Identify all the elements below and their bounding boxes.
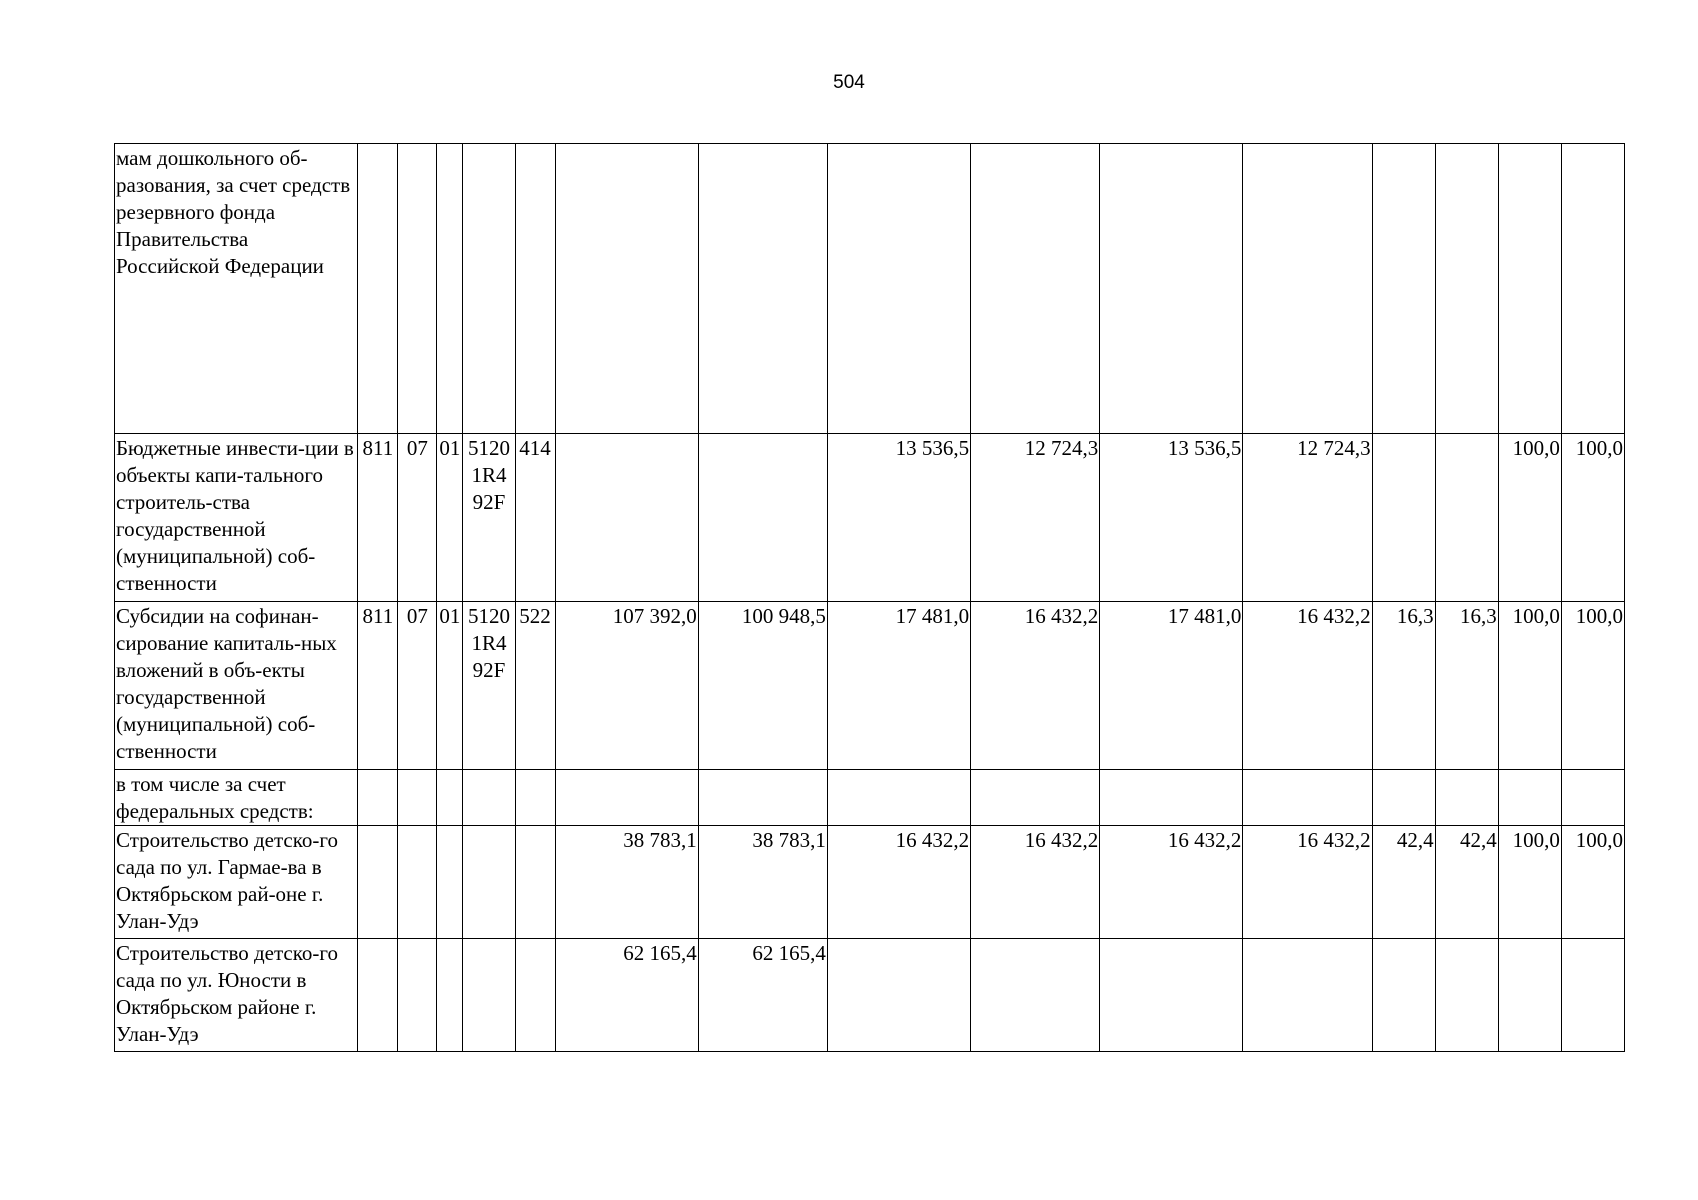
value-cell: 62 165,4 [555, 939, 698, 1052]
value-cell [1243, 770, 1372, 826]
percent-cell: 16,3 [1435, 602, 1498, 770]
expense-type-cell [515, 826, 555, 939]
percent-cell: 42,4 [1435, 826, 1498, 939]
percent-cell [1435, 144, 1498, 434]
percent-cell [1435, 939, 1498, 1052]
section-code-cell: 07 [398, 434, 437, 602]
budget-table [114, 143, 1625, 1052]
value-cell [555, 144, 698, 434]
value-cell: 16 432,2 [971, 602, 1100, 770]
percent-cell [1372, 434, 1435, 602]
row-name-cell: Строительство детско-го сада по ул. Юности в Октябрьском районе г. Улан-Удэ [115, 939, 358, 1052]
percent-cell: 42,4 [1372, 826, 1435, 939]
gov-code-cell [358, 939, 398, 1052]
value-cell [698, 144, 827, 434]
subsection-code-cell [437, 144, 463, 434]
target-article-cell [463, 826, 515, 939]
section-code-cell [398, 826, 437, 939]
percent-cell: 100,0 [1498, 602, 1561, 770]
value-cell: 12 724,3 [971, 434, 1100, 602]
value-cell [555, 770, 698, 826]
subsection-code-cell [437, 770, 463, 826]
value-cell [971, 939, 1100, 1052]
value-cell [698, 770, 827, 826]
page-number: 504 [833, 72, 865, 93]
expense-type-cell: 522 [515, 602, 555, 770]
gov-code-cell: 811 [358, 602, 398, 770]
row-name-cell: Строительство детско-го сада по ул. Гармае-ва в Октябрьском рай-оне г. Улан-Удэ [115, 826, 358, 939]
row-name-cell: мам дошкольного об-разования, за счет средств резервного фонда Правительства Российской Федерации [115, 144, 358, 434]
value-cell: 38 783,1 [555, 826, 698, 939]
value-cell [698, 434, 827, 602]
expense-type-cell [515, 144, 555, 434]
subsection-code-cell: 01 [437, 434, 463, 602]
value-cell [971, 770, 1100, 826]
percent-cell: 100,0 [1561, 434, 1624, 602]
target-article-cell [463, 144, 515, 434]
value-cell [1100, 144, 1243, 434]
table-row [115, 602, 1625, 770]
value-cell: 13 536,5 [827, 434, 970, 602]
percent-cell [1561, 144, 1624, 434]
percent-cell [1561, 939, 1624, 1052]
table-row [115, 770, 1625, 826]
value-cell [827, 770, 970, 826]
value-cell: 16 432,2 [827, 826, 970, 939]
percent-cell: 100,0 [1561, 826, 1624, 939]
row-name-cell: Субсидии на софинан-сирование капиталь-ных вложений в объ-екты государственной (муниципальной) соб-ственности [115, 602, 358, 770]
value-cell: 17 481,0 [1100, 602, 1243, 770]
row-name-cell: в том числе за счет федеральных средств: [115, 770, 358, 826]
section-code-cell [398, 939, 437, 1052]
percent-cell [1435, 434, 1498, 602]
table-row [115, 826, 1625, 939]
table-row [115, 939, 1625, 1052]
subsection-code-cell [437, 939, 463, 1052]
value-cell [827, 144, 970, 434]
value-cell: 16 432,2 [1243, 602, 1372, 770]
expense-type-cell [515, 770, 555, 826]
expense-type-cell: 414 [515, 434, 555, 602]
section-code-cell [398, 144, 437, 434]
percent-cell [1561, 770, 1624, 826]
percent-cell: 100,0 [1498, 826, 1561, 939]
value-cell [971, 144, 1100, 434]
value-cell [1243, 939, 1372, 1052]
table-row [115, 434, 1625, 602]
gov-code-cell: 811 [358, 434, 398, 602]
target-article-cell [463, 770, 515, 826]
table-row [115, 144, 1625, 434]
subsection-code-cell [437, 826, 463, 939]
percent-cell [1435, 770, 1498, 826]
value-cell: 16 432,2 [1243, 826, 1372, 939]
target-article-cell: 5120 1R4 92F [463, 434, 515, 602]
subsection-code-cell: 01 [437, 602, 463, 770]
value-cell [1100, 939, 1243, 1052]
value-cell: 100 948,5 [698, 602, 827, 770]
value-cell [827, 939, 970, 1052]
target-article-cell: 5120 1R4 92F [463, 602, 515, 770]
value-cell: 107 392,0 [555, 602, 698, 770]
gov-code-cell [358, 770, 398, 826]
value-cell: 38 783,1 [698, 826, 827, 939]
percent-cell: 16,3 [1372, 602, 1435, 770]
value-cell: 12 724,3 [1243, 434, 1372, 602]
row-name-cell: Бюджетные инвести-ции в объекты капи-тального строитель-ства государственной (муниципальной) соб-ственности [115, 434, 358, 602]
gov-code-cell [358, 144, 398, 434]
percent-cell [1372, 939, 1435, 1052]
value-cell: 13 536,5 [1100, 434, 1243, 602]
percent-cell [1372, 770, 1435, 826]
percent-cell [1498, 770, 1561, 826]
value-cell: 16 432,2 [1100, 826, 1243, 939]
value-cell [1243, 144, 1372, 434]
target-article-cell [463, 939, 515, 1052]
value-cell: 16 432,2 [971, 826, 1100, 939]
value-cell [1100, 770, 1243, 826]
expense-type-cell [515, 939, 555, 1052]
percent-cell: 100,0 [1561, 602, 1624, 770]
gov-code-cell [358, 826, 398, 939]
value-cell: 62 165,4 [698, 939, 827, 1052]
section-code-cell [398, 770, 437, 826]
value-cell: 17 481,0 [827, 602, 970, 770]
percent-cell [1498, 144, 1561, 434]
percent-cell [1498, 939, 1561, 1052]
section-code-cell: 07 [398, 602, 437, 770]
percent-cell [1372, 144, 1435, 434]
value-cell [555, 434, 698, 602]
percent-cell: 100,0 [1498, 434, 1561, 602]
